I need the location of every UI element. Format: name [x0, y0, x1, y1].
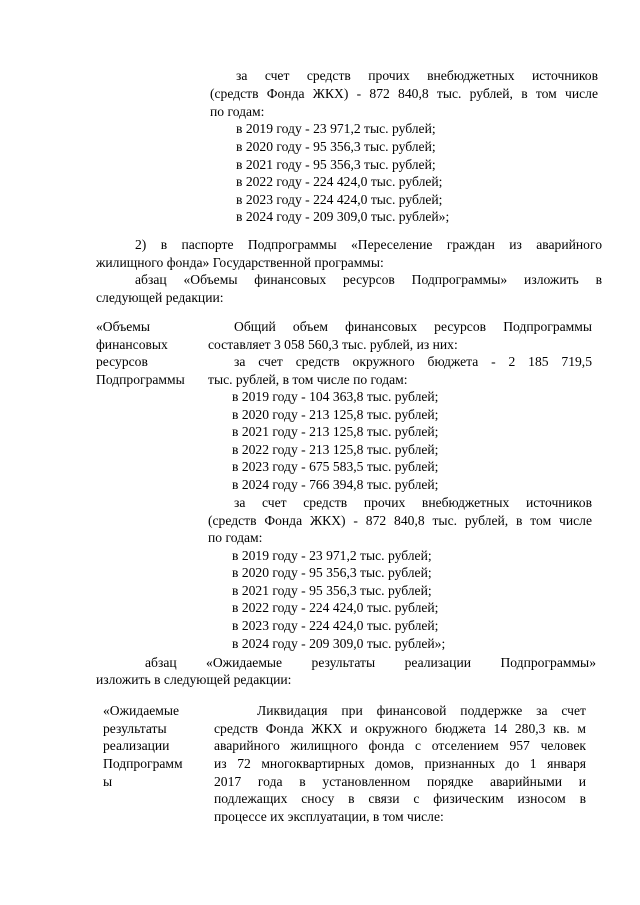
table2-label-3: реализации [103, 738, 170, 753]
table1-other-line1: за счет средств прочих внебюджетных источников [234, 495, 592, 510]
top-year-2021: в 2021 году - 95 356,3 тыс. рублей; [236, 157, 436, 172]
table1-total-line1: Общий объем финансовых ресурсов Подпрограммы [234, 319, 592, 334]
table1-label-4: Подпрограммы [96, 372, 185, 387]
top-year-2024: в 2024 году - 209 309,0 тыс. рублей»; [236, 209, 450, 224]
table1-label-2: финансовых [96, 337, 168, 352]
top-intro-line3: по годам: [210, 104, 265, 119]
table1-okrug-2020: в 2020 году - 213 125,8 тыс. рублей; [232, 407, 439, 422]
table2-text-line5: 2017 года в установленном порядке аварийными и [214, 774, 586, 789]
table1-okrug-line1: за счет средств окружного бюджета - 2 185 719,5 [234, 354, 592, 369]
table2-label-5: ы [103, 774, 113, 789]
table2-text-line3: аварийного жилищного фонда с отселением 957 человек [214, 738, 586, 753]
table2-label-2: результаты [103, 721, 167, 736]
table2-text-line4: из 72 многоквартирных домов, признанных до 1 января [214, 756, 586, 771]
table1-okrug-2023: в 2023 году - 675 583,5 тыс. рублей; [232, 459, 439, 474]
top-intro-line2: (средств Фонда ЖКХ) - 872 840,8 тыс. рублей, в том числе [210, 86, 598, 101]
table1-other-2023: в 2023 году - 224 424,0 тыс. рублей; [232, 618, 439, 633]
top-year-2020: в 2020 году - 95 356,3 тыс. рублей; [236, 139, 436, 154]
table2-label-1: «Ожидаемые [103, 703, 180, 718]
item2-abzac-line1: абзац «Объемы финансовых ресурсов Подпрограммы» изложить в [135, 272, 602, 287]
table1-label-3: ресурсов [96, 354, 148, 369]
item2-line1: 2) в паспорте Подпрограммы «Переселение граждан из аварийного [135, 237, 602, 252]
top-year-2022: в 2022 году - 224 424,0 тыс. рублей; [236, 174, 443, 189]
table2-text-line6: подлежащих сносу в связи с физическим износом в [214, 791, 586, 806]
table1-other-2022: в 2022 году - 224 424,0 тыс. рублей; [232, 600, 439, 615]
table2-text-line7: процессе их эксплуатации, в том числе: [214, 809, 444, 824]
table1-other-2019: в 2019 году - 23 971,2 тыс. рублей; [232, 548, 432, 563]
item2-line2: жилищного фонда» Государственной программы: [96, 255, 384, 270]
table1-label-1: «Объемы [96, 319, 150, 334]
table1-other-2021: в 2021 году - 95 356,3 тыс. рублей; [232, 583, 432, 598]
table1-total-line2: составляет 3 058 560,3 тыс. рублей, из них: [208, 337, 458, 352]
item2-abzac-line2: следующей редакции: [96, 290, 224, 305]
table2-text-line2: средств Фонда ЖКХ и окружного бюджета 14 280,3 кв. м [214, 721, 586, 736]
table1-okrug-2019: в 2019 году - 104 363,8 тыс. рублей; [232, 389, 439, 404]
table1-okrug-2021: в 2021 году - 213 125,8 тыс. рублей; [232, 424, 439, 439]
table2-label-4: Подпрограмм [103, 756, 183, 771]
abzac2-line2: изложить в следующей редакции: [96, 672, 292, 687]
top-intro-line1: за счет средств прочих внебюджетных источников [236, 68, 598, 83]
top-year-2019: в 2019 году - 23 971,2 тыс. рублей; [236, 121, 436, 136]
table1-other-2020: в 2020 году - 95 356,3 тыс. рублей; [232, 565, 432, 580]
table1-okrug-line2: тыс. рублей, в том числе по годам: [208, 372, 408, 387]
table2-text-line1: Ликвидация при финансовой поддержке за счет [257, 703, 586, 718]
table1-other-line2: (средств Фонда ЖКХ) - 872 840,8 тыс. рублей, в том числе [208, 513, 592, 528]
abzac2-line1: абзац «Ожидаемые результаты реализации Подпрограммы» [145, 655, 596, 670]
table1-other-2024: в 2024 году - 209 309,0 тыс. рублей»; [232, 636, 446, 651]
table1-other-line3: по годам: [208, 530, 263, 545]
table1-okrug-2024: в 2024 году - 766 394,8 тыс. рублей; [232, 477, 439, 492]
table1-okrug-2022: в 2022 году - 213 125,8 тыс. рублей; [232, 442, 439, 457]
top-year-2023: в 2023 году - 224 424,0 тыс. рублей; [236, 192, 443, 207]
